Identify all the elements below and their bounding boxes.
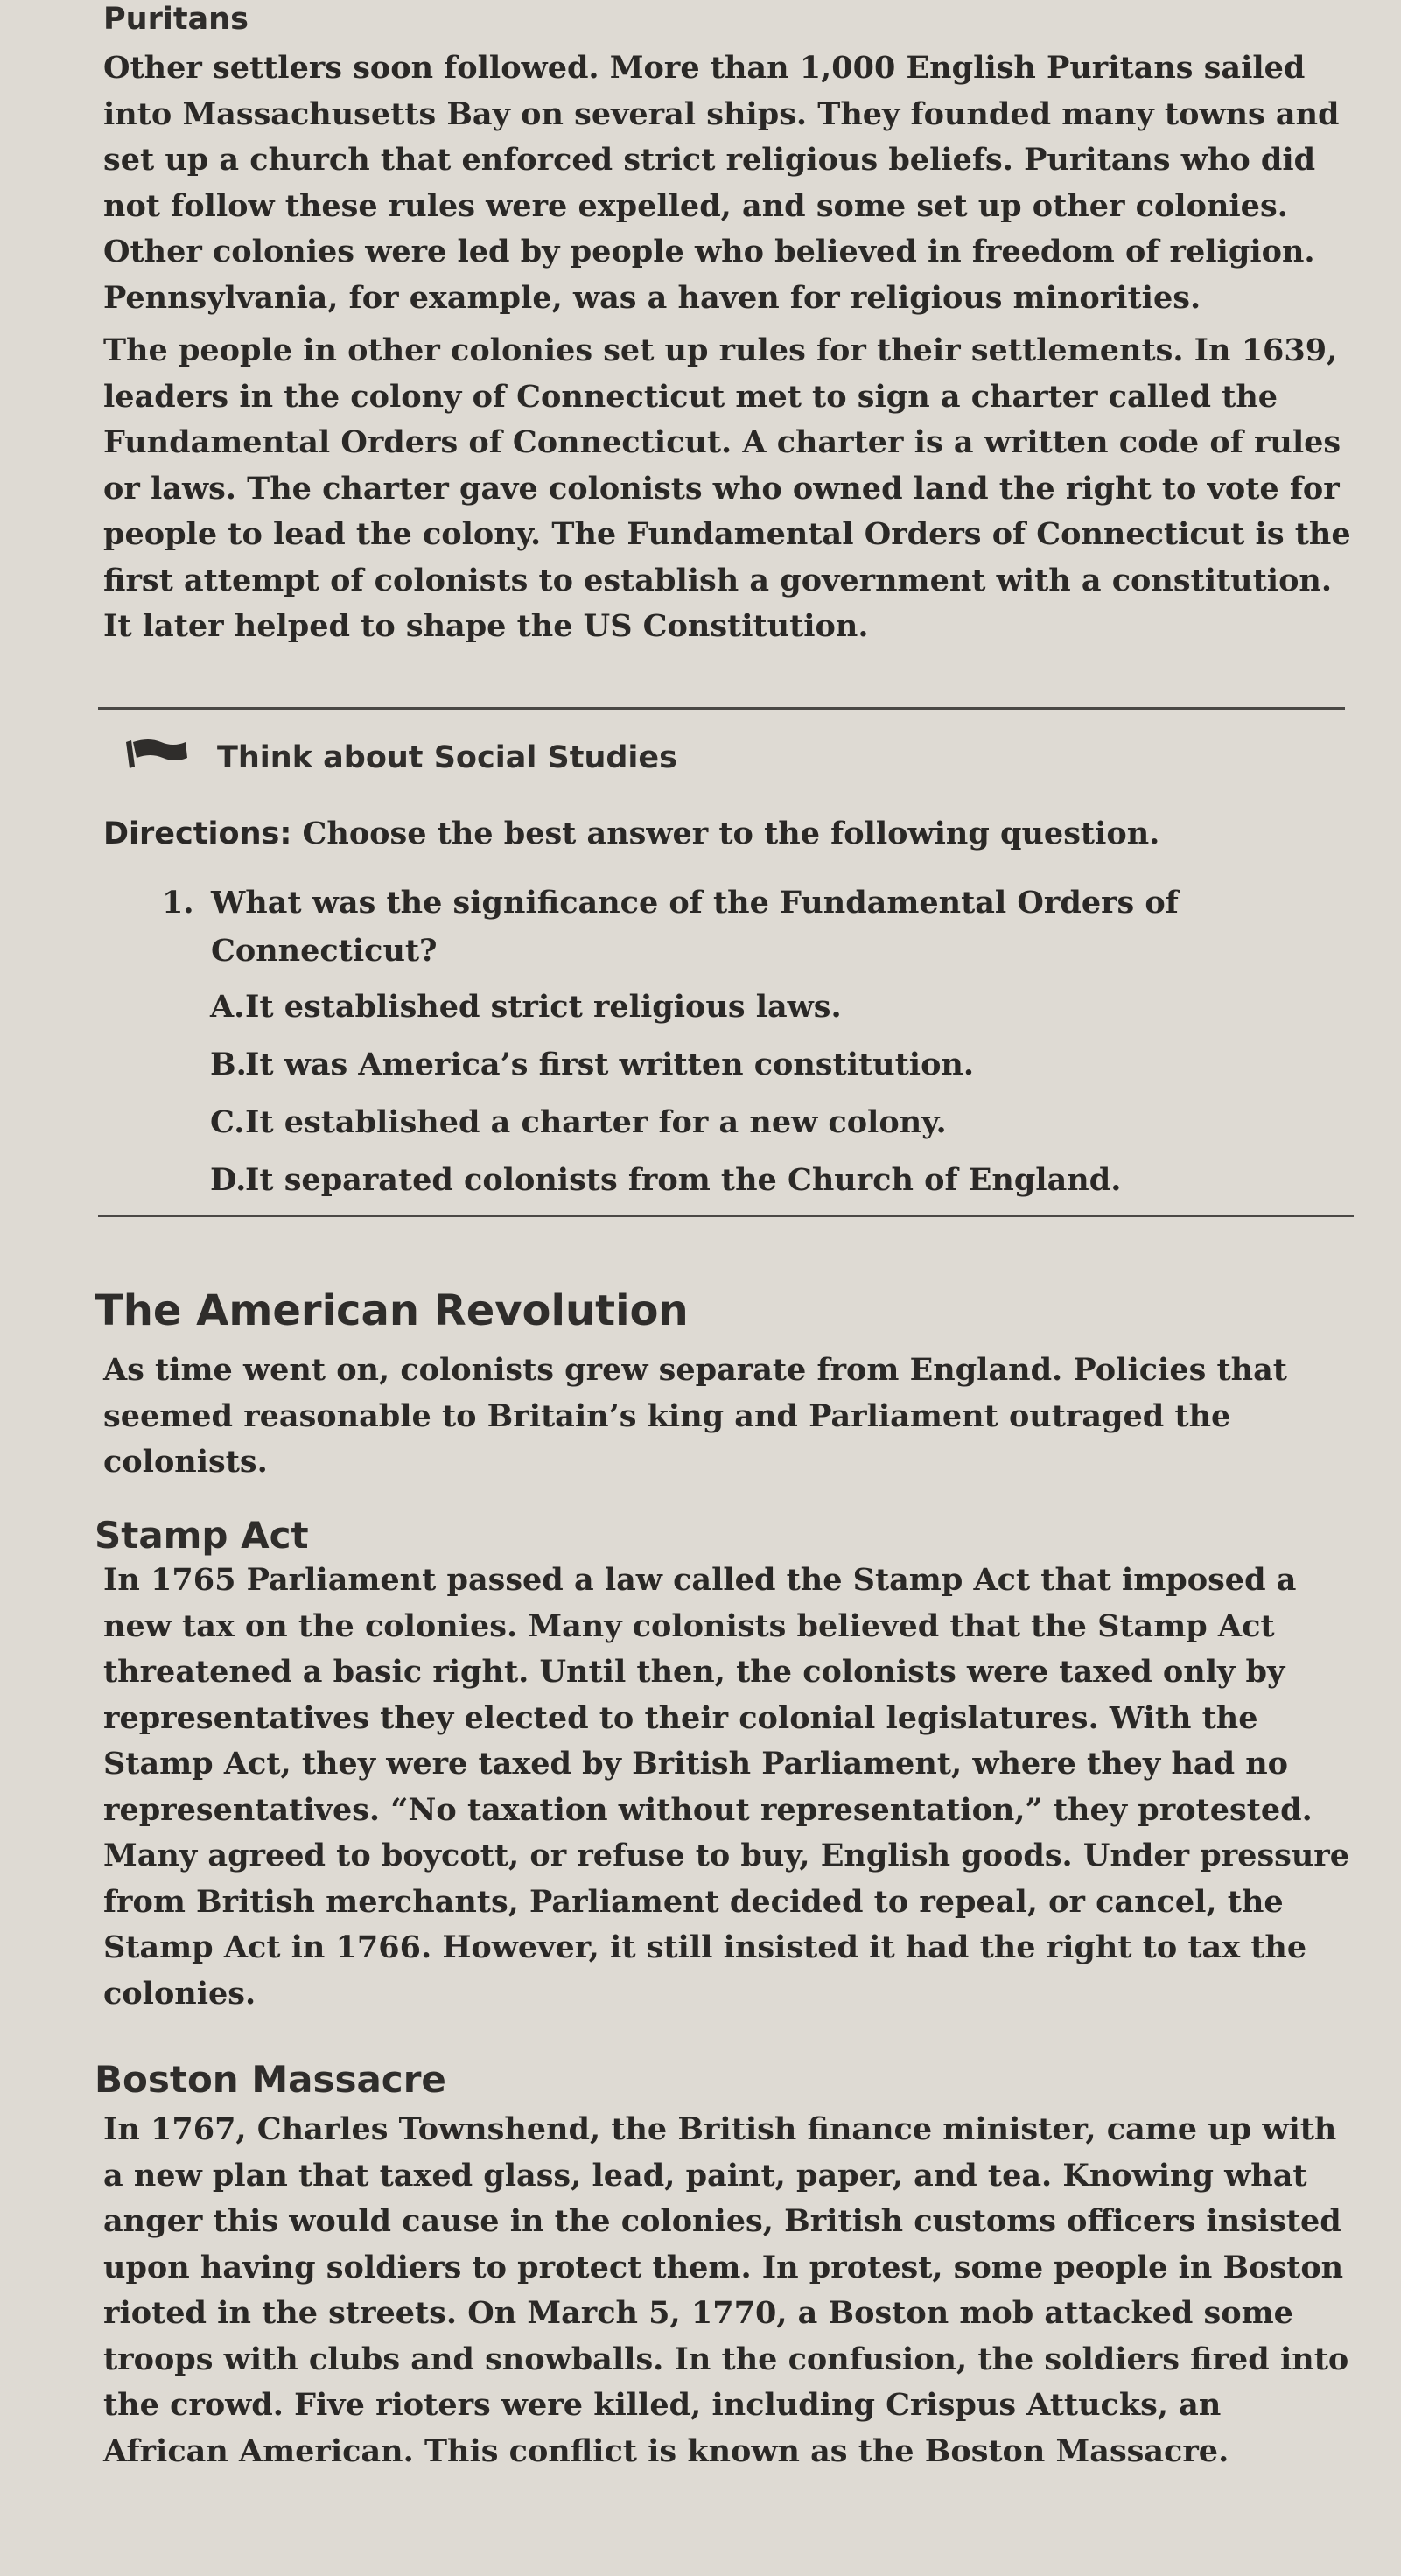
puritans-paragraph-1: Other settlers soon followed. More than 1,000 English Puritans sailed into Massachusetts Bay on several ships. They founded many towns and set up a church that enforced strict religious beliefs. Puritans who did not follow these rules were expelled, and some set up other colonies. Other colonies were led by people who believed in freedom of religion. Pennsylvania, for example, was a haven for religious minorities. <box>103 50 1340 316</box>
answer-choice-d[interactable] <box>210 1162 1121 1198</box>
think-about-title: Think about Social Studies <box>217 740 677 775</box>
choice-letter: C. <box>210 1104 245 1140</box>
directions-text: Choose the best answer to the following question. <box>302 816 1160 851</box>
choice-letter: A. <box>210 989 245 1025</box>
subsection-title-boston-massacre: Boston Massacre <box>95 2058 446 2101</box>
choice-text: It established strict religious laws. <box>245 989 842 1025</box>
question-1 <box>162 878 1212 975</box>
stamp-act-paragraph: In 1765 Parliament passed a law called the Stamp Act that imposed a new tax on the colonies. Many colonists believed that the Stamp Act threatened a basic right. Until then, the colonists were taxed only by representatives they elected to their colonial legislatures. With the Stamp Act, they were taxed by British Parliament, where they had no representatives. “No taxation without representation,” they protested. Many agreed to boycott, or refuse to buy, English goods. Under pressure from British merchants, Parliament decided to repeal, or cancel, the Stamp Act in 1766. However, it still insisted it had the right to tax the colonies. <box>103 1562 1350 2012</box>
choice-text: It was America’s first written constitution. <box>245 1046 975 1082</box>
section-title-puritans: Puritans <box>103 2 249 37</box>
choice-letter: D. <box>210 1162 247 1198</box>
directions <box>103 816 1159 851</box>
divider-bottom <box>98 1214 1354 1217</box>
puritans-paragraph-2: The people in other colonies set up rules for their settlements. In 1639, leaders in the colony of Connecticut met to sign a charter called the Fundamental Orders of Connecticut. A charter is a written code of rules or laws. The charter gave colonists who owned land the right to vote for people to lead the colony. The Fundamental Orders of Connecticut is the first attempt of colonists to establish a government with a constitution. It later helped to shape the US Constitution. <box>103 332 1351 644</box>
answer-choice-b[interactable] <box>210 1046 974 1082</box>
directions-label: Directions: <box>103 816 292 851</box>
choice-text: It established a charter for a new colony. <box>245 1104 947 1140</box>
boston-massacre-paragraph: In 1767, Charles Townshend, the British finance minister, came up with a new plan that taxed glass, lead, paint, paper, and tea. Knowing what anger this would cause in the colonies, British customs officers insisted upon having soldiers to protect them. In protest, some people in Boston rioted in the streets. On March 5, 1770, a Boston mob attacked some troops with clubs and snowballs. In the confusion, the soldiers fired into the crowd. Five rioters were killed, including Crispus Attucks, an African American. This conflict is known as the Boston Massacre. <box>103 2111 1349 2469</box>
choice-text: It separated colonists from the Church of England. <box>245 1162 1122 1198</box>
choice-letter: B. <box>210 1046 247 1082</box>
flag-icon <box>123 735 193 770</box>
answer-choice-a[interactable] <box>210 989 842 1025</box>
question-number: 1. <box>162 885 194 920</box>
revolution-intro: As time went on, colonists grew separate from England. Policies that seemed reasonable to Britain’s king and Parliament outraged the colonists. <box>103 1352 1287 1480</box>
divider-top <box>98 707 1345 710</box>
subsection-title-stamp-act: Stamp Act <box>95 1514 309 1557</box>
answer-choice-c[interactable] <box>210 1104 947 1140</box>
question-text: What was the significance of the Fundamental Orders of Connecticut? <box>211 885 1179 969</box>
section-title-revolution: The American Revolution <box>95 1286 689 1335</box>
